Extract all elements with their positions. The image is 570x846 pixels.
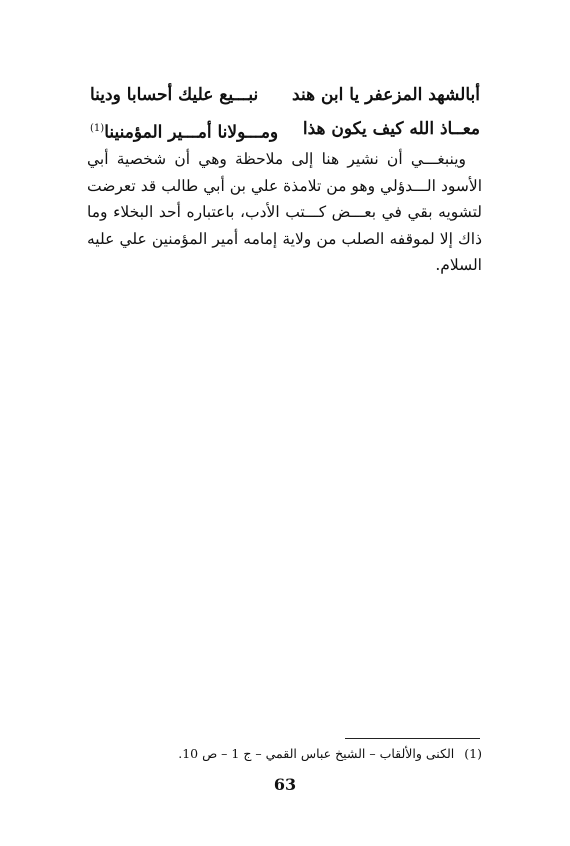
verse-2-first-hemistich: معــاذ الله كيف يكون هذا xyxy=(302,119,480,139)
verse-2-second-hemistich: ومـــولانا أمـــير المؤمنينا xyxy=(104,122,279,143)
footnote-separator xyxy=(345,738,480,739)
poem-verse-1 xyxy=(90,80,480,110)
verse-2-second-hemistich-wrap xyxy=(90,114,278,148)
verse-1-second-hemistich: نبـــيع عليك أحسابا ودينا xyxy=(90,85,259,105)
footnote-number: (1) xyxy=(464,746,482,761)
poem-verse-2 xyxy=(90,114,480,144)
page-number: 63 xyxy=(273,775,297,794)
footnote xyxy=(87,744,482,764)
footnote-text: الكنى والألقاب – الشيخ عباس القمي – ج 1 – ص 10. xyxy=(178,746,455,761)
footnote-marker[interactable]: (1) xyxy=(90,123,105,134)
body-paragraph xyxy=(87,146,482,279)
paragraph-text: وينبغـــي أن نشير هنا إلى ملاحظة وهي أن شخصية أبي الأسود الـــدؤلي وهو من تلامذة علي بن أبي طالب قد تعرضت لتشويه بقي في بعـــض كـــتب الأدب، باعتباره أحد البخلاء وما ذاك إلا لموقفه الصلب من ولاية إمامه أمير المؤمنين علي عليه السلام. xyxy=(87,150,482,274)
verse-1-first-hemistich: أبالشهد المزعفر يا ابن هند xyxy=(292,85,480,105)
